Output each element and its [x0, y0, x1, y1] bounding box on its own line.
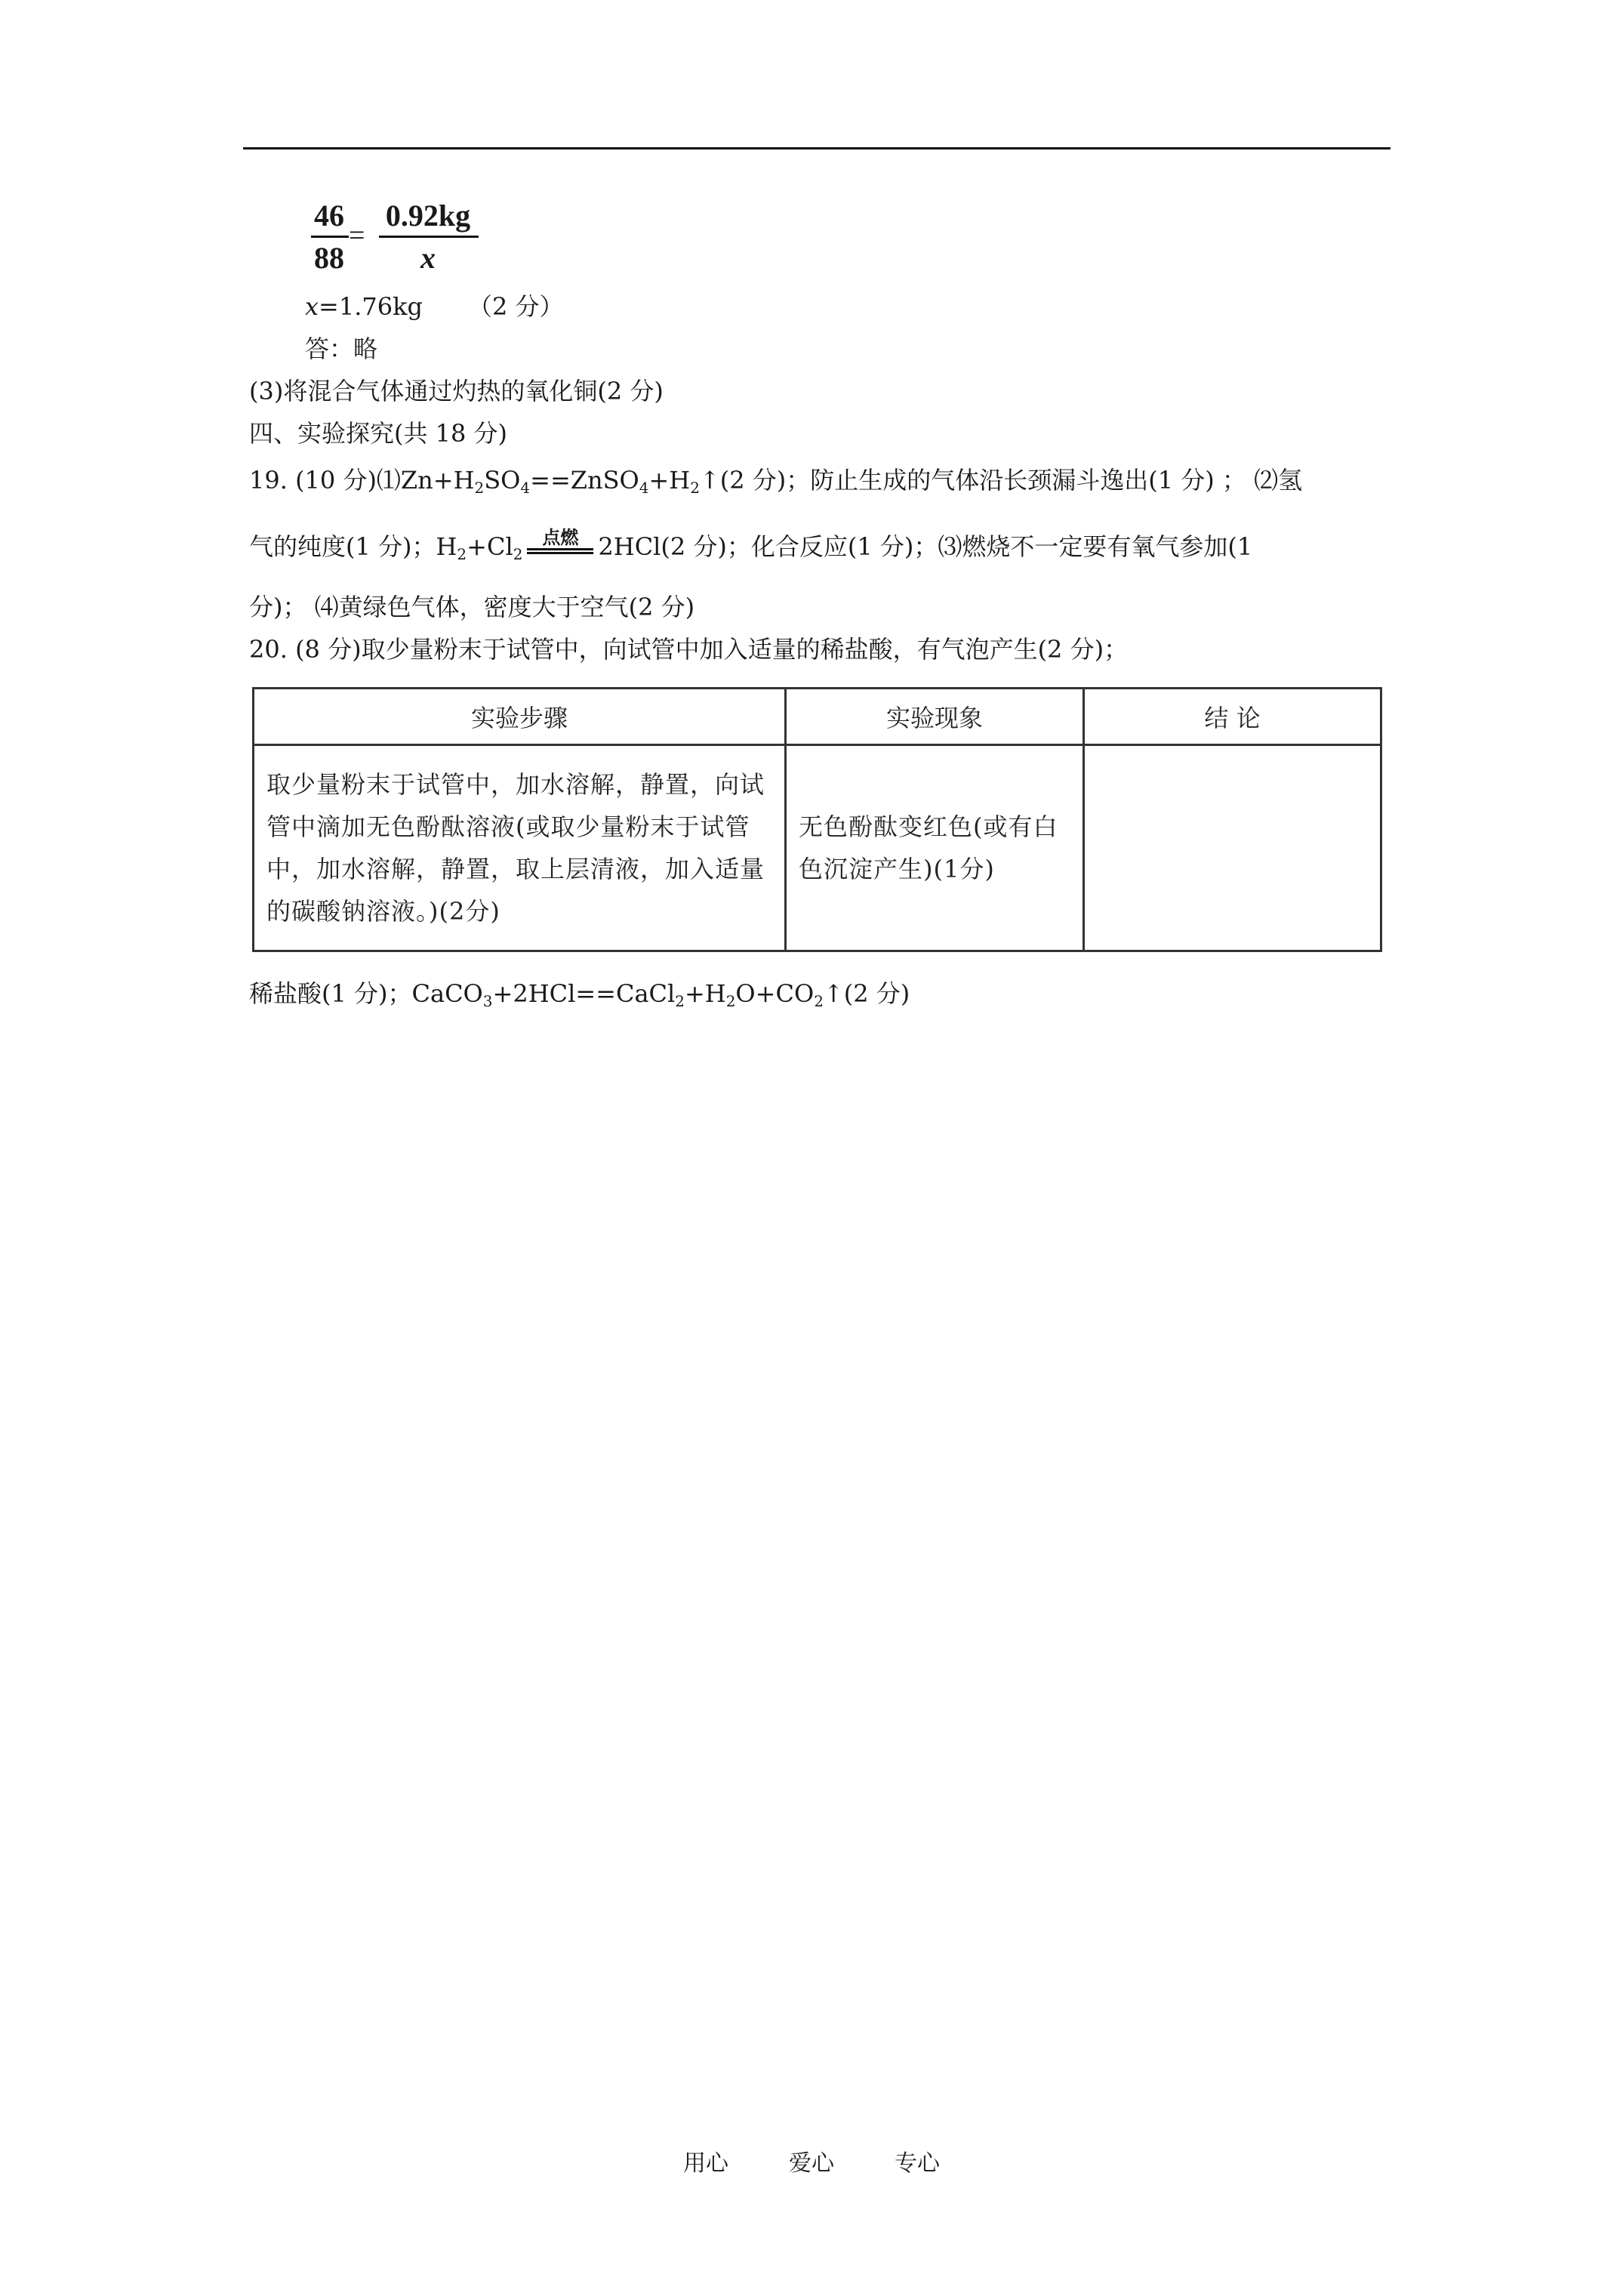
text: 气的纯度(1 分)；H — [249, 532, 457, 561]
subscript: 2 — [457, 545, 467, 563]
page-footer — [0, 2144, 1623, 2177]
text: ↑(2 分) — [823, 979, 910, 1008]
footer-text: 用心 — [683, 2150, 728, 2177]
subscript: 2 — [690, 479, 700, 497]
equals-sign: = — [349, 220, 365, 251]
fraction-bar — [379, 236, 479, 238]
answer-line: 答：略 — [305, 334, 378, 363]
fraction-left-denominator: 88 — [314, 241, 344, 275]
result-value: =1.76kg — [319, 292, 423, 321]
fraction-bar — [311, 236, 349, 238]
equals-arrow — [527, 548, 593, 554]
q19-line-3: 分)； ⑷黄绿色气体，密度大于空气(2 分) — [249, 593, 695, 621]
footer-text: 专心 — [895, 2150, 940, 2177]
q3-line: (3)将混合气体通过灼热的氧化铜(2 分) — [249, 377, 664, 405]
text: SO — [484, 466, 521, 495]
text: +2HCl==CaCl — [492, 979, 676, 1008]
table-header: 实验现象 — [786, 689, 1084, 745]
experiment-table — [252, 687, 1382, 952]
subscript: 2 — [814, 992, 824, 1010]
text: ↑(2 分)；防止生成的气体沿长颈漏斗逸出(1 分) ； ⑵氢 — [699, 466, 1303, 495]
table-cell-steps: 取少量粉末于试管中，加水溶解，静置，向试管中滴加无色酚酞溶液(或取少量粉末于试管中，加水溶解，静置，取上层清液，加入适量的碳酸钠溶液。)(2分) — [254, 745, 786, 951]
q19-line-1 — [249, 464, 1302, 497]
header-rule — [243, 147, 1390, 149]
subscript: 3 — [482, 992, 493, 1010]
text: 19. (10 分)⑴Zn+H — [249, 466, 475, 495]
table-header-row — [254, 689, 1381, 745]
table-cell-conclusion — [1084, 745, 1381, 951]
subscript: 2 — [725, 992, 736, 1010]
subscript: 4 — [520, 479, 531, 497]
q20-line: 20. (8 分)取少量粉末于试管中，向试管中加入适量的稀盐酸，有气泡产生(2 分)； — [249, 635, 1129, 664]
fraction-right-numerator: 0.92kg — [385, 199, 471, 233]
text: 2HCl(2 分)；化合反应(1 分)；⑶燃烧不一定要有氧气参加(1 — [598, 532, 1253, 561]
table-row — [254, 745, 1381, 951]
condition-label: 点燃 — [542, 526, 579, 548]
subscript: 4 — [639, 479, 649, 497]
table-cell-phenomenon: 无色酚酞变红色(或有白色沉淀产生)(1分) — [786, 745, 1084, 951]
result-score: （2 分） — [467, 292, 564, 321]
text: ==ZnSO — [530, 466, 639, 495]
reaction-condition — [522, 526, 598, 563]
fraction-left-numerator: 46 — [314, 199, 344, 233]
fraction-right-denominator: x — [420, 241, 436, 275]
section-heading: 四、实验探究(共 18 分) — [249, 419, 508, 448]
text: 稀盐酸(1 分)；CaCO — [249, 979, 483, 1008]
subscript: 2 — [474, 479, 485, 497]
footer-text: 爱心 — [789, 2150, 834, 2177]
table-header: 实验步骤 — [254, 689, 786, 745]
text: +H — [684, 979, 726, 1008]
subscript: 2 — [675, 992, 685, 1010]
var-x: x — [305, 292, 319, 321]
subscript: 2 — [513, 545, 523, 563]
final-line — [249, 977, 910, 1010]
text: +H — [648, 466, 691, 495]
q19-line-2 — [249, 526, 1253, 563]
result-line — [305, 290, 564, 323]
text: O+CO — [735, 979, 815, 1008]
text: +Cl — [467, 532, 513, 561]
table-header: 结 论 — [1084, 689, 1381, 745]
